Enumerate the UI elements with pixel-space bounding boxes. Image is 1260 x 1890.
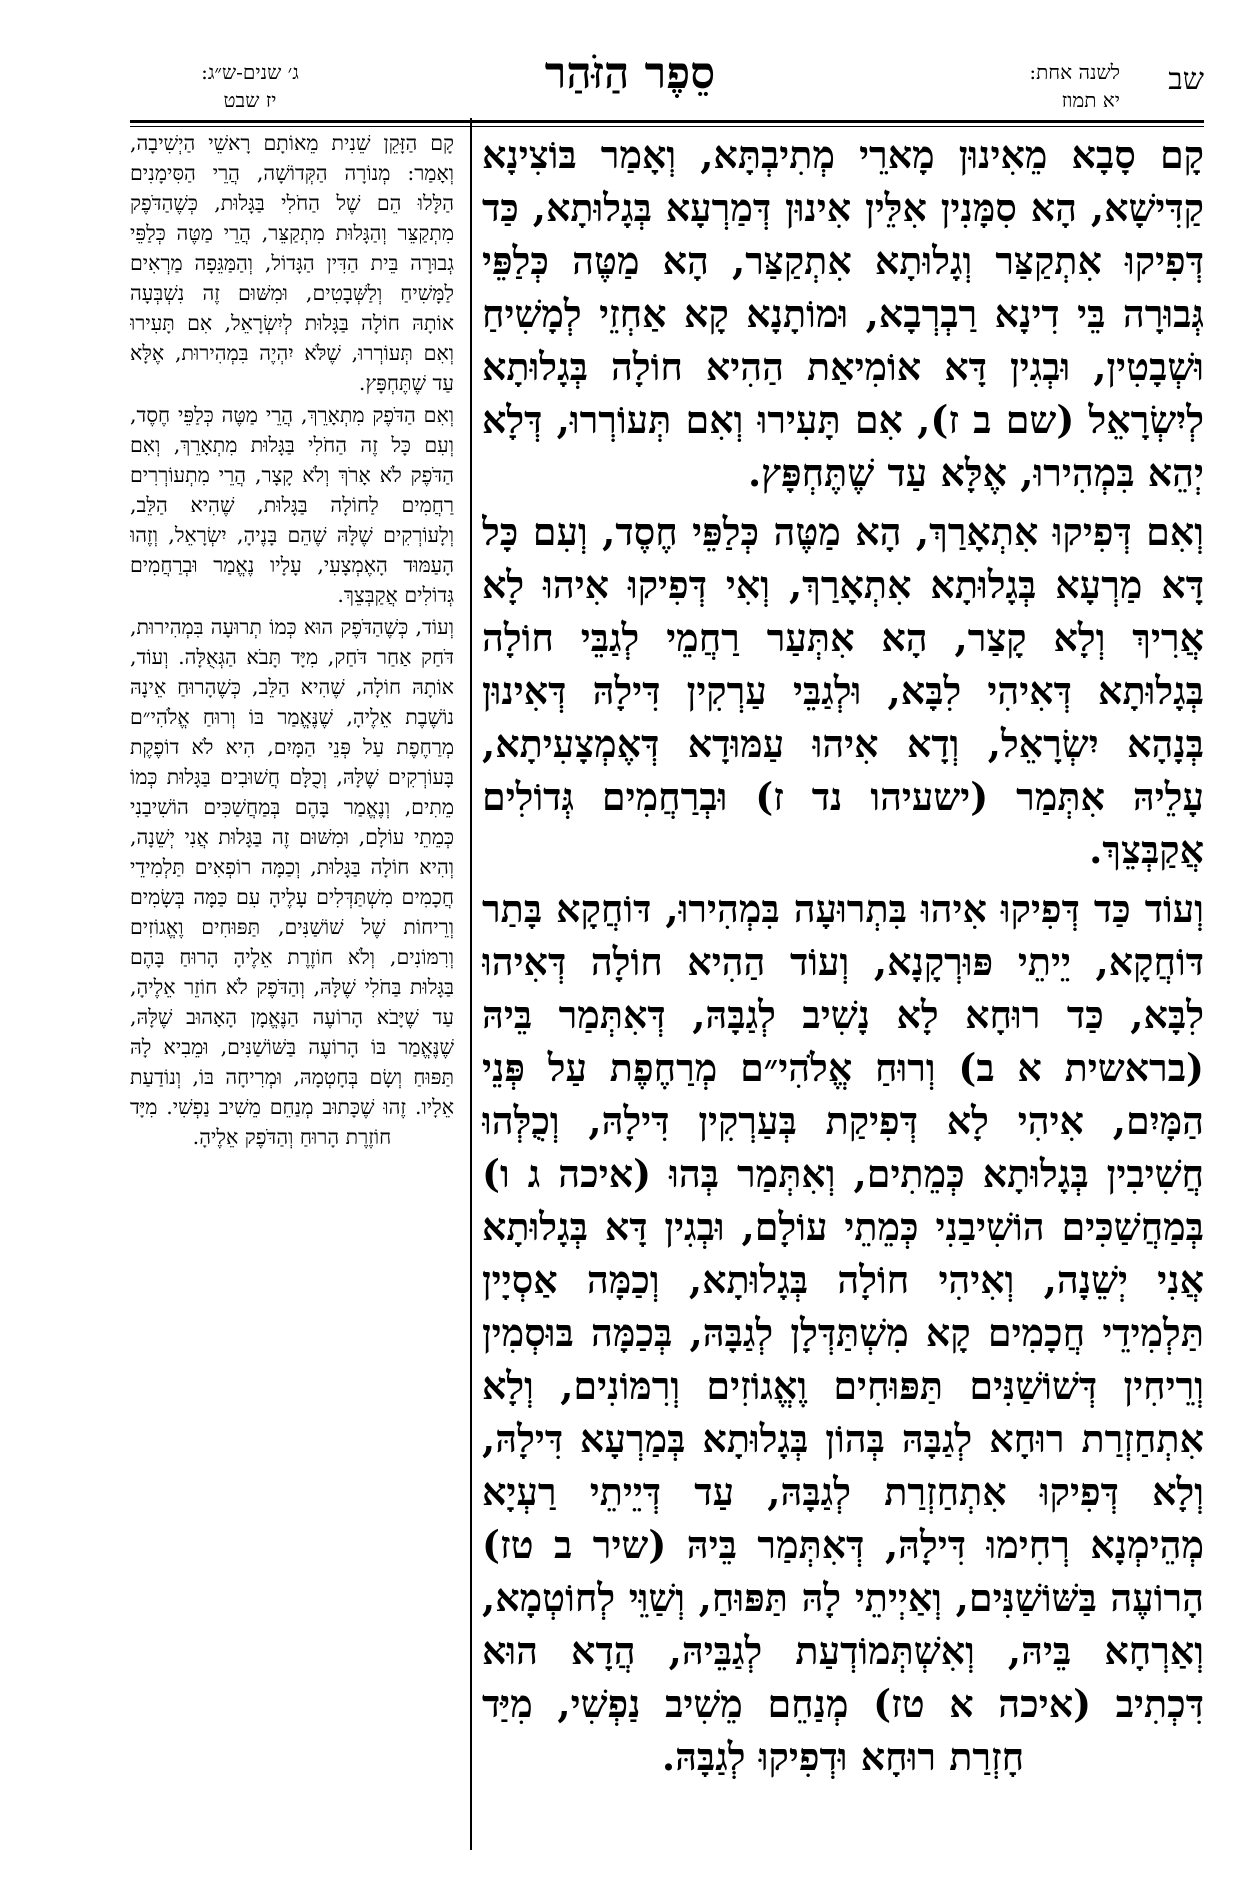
- schedule-date: יא תמוז: [1061, 88, 1120, 112]
- side-paragraph-3: וְעוֹד, כְּשֶׁהַדֹּפֶק הוּא כְּמוֹ תְרוּעָה בִּמְהִירוּת, דֹּחַק אַחַר דֹּחַק, מִיָּד תָּבֹא הַגְּאֻלָּה. וְעוֹד, אוֹתָהּ חוֹלָה, שֶׁהִיא הַלֵּב, כְּשֶׁהָרוּחַ אֵינָהּ נוֹשֶׁבֶת אֵלֶיהָ, שֶׁנֶּאֱמַר בּוֹ וְרוּחַ אֱלֹהִי״ם מְרַחֶפֶת עַל פְּנֵי הַמָּיִם, הִיא לֹא דוֹפֶקֶת בָּעוֹרְקִים שֶׁלָּהּ, וְכֻלָּם חֲשׁוּבִים בַּגָּלוּת כְּמוֹ מֵתִים, וְנֶאֱמַר בָּהֶם בְּמַחֲשַׁכִּים הוֹשִׁיבַנִי כְּמֵתֵי עוֹלָם, וּמִשּׁוּם זֶה בַּגָּלוּת אֲנִי יְשֵׁנָה, וְהִיא חוֹלָה בַּגָּלוּת, וְכַמָּה רוֹפְאִים תַּלְמִידֵי חֲכָמִים מִשְׁתַּדְּלִים עָלֶיהָ עִם כַּמָּה בְּשָׂמִים וְרֵיחוֹת שֶׁל שׁוֹשַׁנִּים, תַּפּוּחִים וֶאֱגוֹזִים וְרִמּוֹנִים, וְלֹא חוֹזֶרֶת אֵלֶיהָ הָרוּחַ בָּהֶם בַּגָּלוּת בַּחֹלִי שֶׁלָּהּ, וְהַדֹּפֶק לֹא חוֹזֵר אֵלֶיהָ, עַד שֶׁיָּבֹא הָרוֹעֶה הַנֶּאֱמָן הָאָהוּב שֶׁלָּהּ, שֶׁנֶּאֱמַר בּוֹ הָרוֹעֶה בַּשּׁוֹשַׁנִּים, וּמֵבִיא לָהּ תַּפּוּחַ וְשָׂם בְּחָטְמָהּ, וּמְרִיחָה בּוֹ, וְנוֹדַעַת אֵלָיו. זֶהוּ שֶׁכָּתוּב מְנַחֵם מֵשִׁיב נַפְשִׁי. מִיָּד חוֹזֶרֶת הָרוּחַ וְהַדֹּפֶק אֵלֶיהָ.: [130, 615, 454, 1149]
- side-paragraph-2: וְאִם הַדֹּפֶק מִתְאָרֵךְ, הֲרֵי מַטֶּה כְּלַפֵּי חֶסֶד, וְעִם כָּל זֶה הַחֹלִי בַּגָּלוּת מִתְאָרֵךְ, וְאִם הַדֹּפֶק לֹא אָרֹךְ וְלֹא קָצָר, הֲרֵי מִתְעוֹרְרִים רַחֲמִים לַחוֹלָה בַּגָּלוּת, שֶׁהִיא הַלֵּב, וְלָעוֹרְקִים שֶׁלָּהּ שֶׁהֵם בָּנֶיהָ, יִשְׂרָאֵל, וְזֶהוּ הָעַמּוּד הָאֶמְצָעִי, עָלָיו נֶאֱמַר וּבְרַחֲמִים גְּדוֹלִים אֲקַבְּצֵךְ.: [130, 403, 454, 607]
- column-divider: [470, 118, 472, 1850]
- side-paragraph-1: קָם הַזָּקֵן שֵׁנִית מֵאוֹתָם רָאשֵׁי הַיְשִׁיבָה, וְאָמַר: מְנוֹרָה הַקְּדוֹשָׁה, הֲרֵי הַסִּימָנִים הַלָּלוּ הֵם שֶׁל הַחֹלִי בַּגָּלוּת, כְּשֶׁהַדֹּפֶק מִתְקַצֵּר וְהַגָּלוּת מִתְקַצֵּר, הֲרֵי מַטֶּה כְּלַפֵּי גְבוּרָה בֵּית הַדִּין הַגָּדוֹל, וְהַמַּגֵּפָה מַרְאִים לַמָּשִׁיחַ וְלַשְּׁבָטִים, וּמִשּׁוּם זֶה נִשְׁבְּעָה אוֹתָהּ חוֹלָה בַּגָּלוּת לְיִשְׂרָאֵל, אִם תָּעִירוּ וְאִם תְּעוֹרְרוּ, שֶׁלֹּא יִהְיֶה בִּמְהִירוּת, אֶלָּא עַד שֶׁתֶּחְפָּץ.: [130, 131, 454, 395]
- book-title: סֵפֶר הַזֹּהַר: [544, 48, 716, 99]
- main-paragraph-3: וְעוֹד כַּד דְּפִיקוּ אִיהוּ בִּתְרוּעָה בִּמְהִירוּ, דּוֹחֲקָא בָּתַר דּוֹחֲקָא, יֵיתֵי פּוּרְקָנָא, וְעוֹד הַהִיא חוֹלָה דְּאִיהוּ לִבָּא, כַּד רוּחָא לָא נָשִׁיב לְגַבָּהּ, דְּאִתְּמַר בֵּיהּ (בראשית א ב) וְרוּחַ אֱלֹהִי״ם מְרַחֶפֶת עַל פְּנֵי הַמָּיִם, אִיהִי לָא דְּפִיקַת בְּעַרְקִין דִּילָהּ, וְכֻלְּהוּ חֲשִׁיבִין בְּגָלוּתָא כְּמֵתִים, וְאִתְּמַר בְּהוּ (איכה ג ו) בְּמַחֲשַׁכִּים הוֹשִׁיבַנִי כְּמֵתֵי עוֹלָם, וּבְגִין דָּא בְּגָלוּתָא אֲנִי יְשֵׁנָה, וְאִיהִי חוֹלָה בְּגָלוּתָא, וְכַמָּה אַסְיָין תַּלְמִידֵי חֲכָמִים קָא מִשְׁתַּדְּלָן לְגַבָּהּ, בְּכַמָּה בּוּסְמִין וְרֵיחִין דְּשׁוֹשַׁנִּים תַּפּוּחִים וֶאֱגוֹזִים וְרִמּוֹנִים, וְלָא אִתְחַזְרַת רוּחָא לְגַבָּהּ בְּהוֹן בְּגָלוּתָא בְּמַרְעָא דִּילָהּ, וְלָא דְּפִיקוּ אִתְחַזְרַת לְגַבָּהּ, עַד דְּיֵיתֵי רַעְיָא מְהֵימְנָא רְחִימוּ דִּילָהּ, דְּאִתְּמַר בֵּיהּ (שיר ב טז) הָרוֹעֶה בַּשּׁוֹשַׁנִּים, וְאַיְיתֵי לָהּ תַּפּוּחַ, וְשַׁוֵּי לְחוֹטְמָא, וְאַרְחָא בֵּיהּ, וְאִשְׁתְּמוֹדְעַת לְגַבֵּיהּ, הֲדָא הוּא דִּכְתִיב (איכה א טז) מְנַחֵם מֵשִׁיב נַפְשִׁי, מִיַּד חָזְרַת רוּחָא וּדְפִיקוּ לְגַבָּהּ.: [482, 886, 1204, 1779]
- schedule-date: יז שבט: [223, 88, 277, 112]
- header-rule: [130, 120, 1204, 123]
- main-paragraph-1: קָם סָבָא מֵאִינוּן מָארֵי מְתִיבְתָּא, וְאָמַר בּוֹצִינָא קַדִּישָׁא, הָא סִמָּנִין אִלֵּין אִינוּן דְּמַרְעָא בְּגָלוּתָא, כַּד דְּפִיקוּ אִתְקַצַּר וְגָלוּתָא אִתְקַצַּר, הָא מַטֶּה כְּלַפֵּי גְּבוּרָה בֵּי דִינָא רַבְרְבָא, וּמוֹתָנָא קָא אַחְזֵי לְמָשִׁיחַ וּשְׁבָטִין, וּבְגִין דָּא אוֹמִיאַת הַהִיא חוֹלָה בְּגָלוּתָא לְיִשְׂרָאֵל (שם ב ז), אִם תָּעִירוּ וְאִם תְּעוֹרְרוּ, דְּלָא יְהֵא בִּמְהִירוּ, אֶלָּא עַד שֶׁתֶּחְפָּץ.: [482, 132, 1204, 495]
- schedule-label: ג׳ שנים-ש״ג:: [201, 60, 299, 84]
- main-aramaic-column: [482, 128, 1204, 1868]
- study-schedule-one-year: [920, 58, 1120, 128]
- header-rule-thin: [130, 126, 1204, 127]
- main-paragraph-2: וְאִם דְּפִיקוּ אִתְאָרַךְ, הָא מַטֶּה כְּלַפֵּי חֶסֶד, וְעִם כָּל דָּא מַרְעָא בְּגָלוּתָא אִתְאָרַךְ, וְאִי דְּפִיקוּ אִיהוּ לָא אֲרִיךְ וְלָא קָצַר, הָא אִתְּעַר רַחֲמֵי לְגַבֵּי חוֹלָה בְּגָלוּתָא דְּאִיהִי לִבָּא, וּלְגַבֵּי עַרְקִין דִּילָהּ דְּאִינוּן בְּנָהָא יִשְׂרָאֵל, וְדָא אִיהוּ עַמּוּדָא דְּאֶמְצָעִיתָא, עָלֵיהּ אִתְּמַר (ישעיהו נד ז) וּבְרַחֲמִים גְּדוֹלִים אֲקַבְּצֵךְ.: [482, 509, 1204, 872]
- schedule-label: לשנה אחת:: [1029, 60, 1120, 84]
- hebrew-translation-column: [130, 128, 454, 1868]
- study-schedule-three-years: [130, 58, 370, 128]
- page-number: שב: [1168, 62, 1204, 97]
